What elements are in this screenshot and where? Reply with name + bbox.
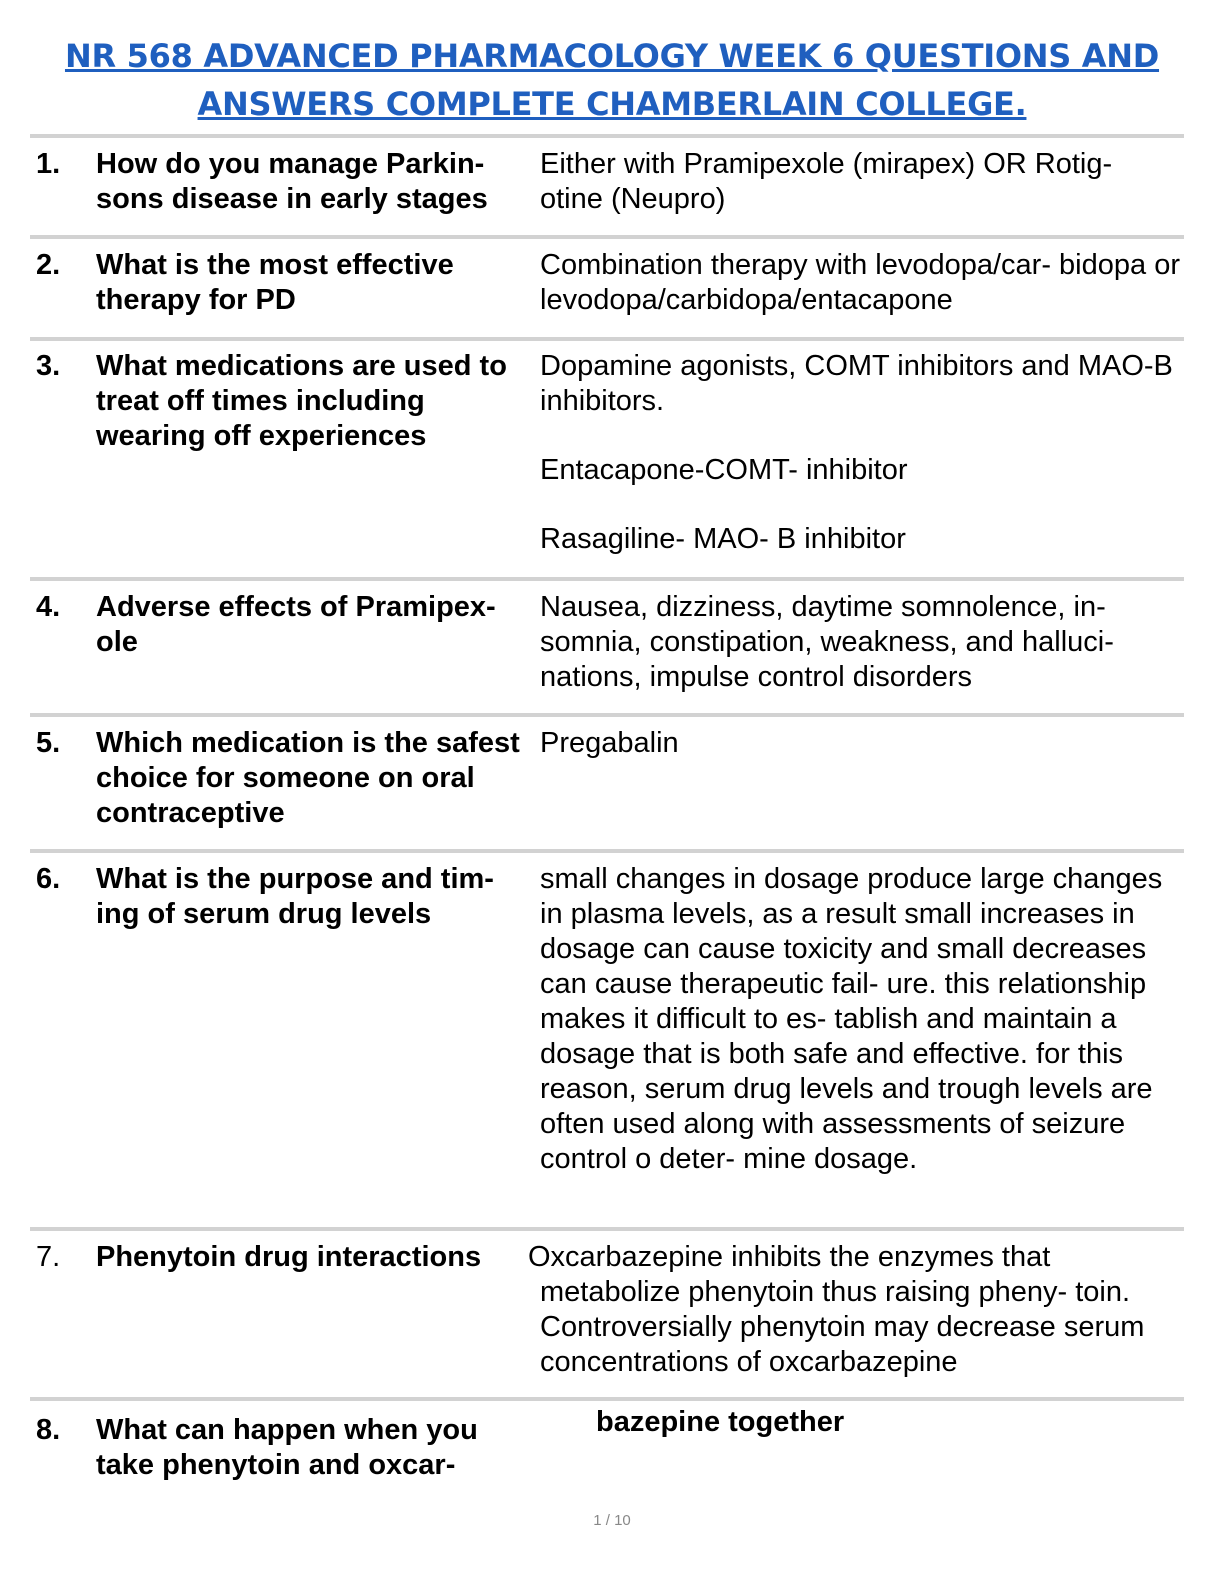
answer-first-line: Oxcarbazepine inhibits the enzymes that [528, 1241, 1051, 1273]
question-number: 1. [36, 148, 61, 180]
question-text: Phenytoin drug interactions [96, 1241, 482, 1273]
question-number: 6. [36, 863, 61, 895]
question-text: What can happen when you take phenytoin and oxcar- [96, 1414, 478, 1481]
answer-text: small changes in dosage produce large changes in plasma levels, as a result small increases in dosage can cause toxicity and small decreases can cause therapeutic fail- ure. this relationship makes it difficult to es- tablish and maintain a dosage that is both safe and effective. for this reason, serum drug levels and trough levels are often used along with assessments of seizure control o deter- mine dosage. [540, 863, 1163, 1175]
divider [30, 1397, 1184, 1401]
answer-continuation: metabolize phenytoin thus raising pheny- toin. Controversially phenytoin may decrease serum concentrations of oxcarbazepine [540, 1276, 1145, 1378]
question-number: 7. [36, 1241, 61, 1273]
title-line-1: NR 568 ADVANCED PHARMACOLOGY WEEK 6 QUESTIONS AND [64, 37, 1160, 75]
answer-text: Combination therapy with levodopa/car- bidopa or levodopa/carbidopa/entacapone [540, 249, 1180, 316]
question-text: What is the most effective therapy for PD [96, 249, 454, 316]
answer-paragraph: Dopamine agonists, COMT inhibitors and MAO-B inhibitors. [540, 350, 1173, 417]
divider [30, 577, 1184, 581]
page-indicator: 1 / 10 [593, 1512, 631, 1529]
divider [30, 134, 1184, 138]
divider [30, 235, 1184, 239]
divider [30, 713, 1184, 717]
question-text: What medications are used to treat off times including wearing off experiences [96, 350, 507, 452]
answer-paragraph: Rasagiline- MAO- B inhibitor [540, 523, 906, 555]
divider [30, 337, 1184, 341]
question-text: How do you manage Parkin- sons disease in early stages [96, 148, 488, 215]
question-continued-text: bazepine together [596, 1406, 845, 1438]
divider [30, 1227, 1184, 1231]
title-line-2: ANSWERS COMPLETE CHAMBERLAIN COLLEGE. [197, 85, 1027, 123]
document-title [40, 32, 1184, 128]
answer-text [540, 349, 1180, 557]
answer-text: Pregabalin [540, 727, 679, 759]
answer-text [528, 1240, 1188, 1380]
answer-paragraph: Entacapone-COMT- inhibitor [540, 454, 908, 486]
answer-text: Either with Pramipexole (mirapex) OR Rotig- otine (Neupro) [540, 148, 1113, 215]
question-text: Which medication is the safest choice for someone on oral contraceptive [96, 727, 520, 829]
question-text: What is the purpose and tim- ing of serum drug levels [96, 863, 494, 930]
question-number: 4. [36, 591, 61, 623]
divider [30, 849, 1184, 853]
question-number: 2. [36, 249, 61, 281]
question-number: 5. [36, 727, 61, 759]
question-number: 8. [36, 1414, 61, 1446]
question-number: 3. [36, 350, 61, 382]
answer-text: Nausea, dizziness, daytime somnolence, in- somnia, constipation, weakness, and halluci- nations, impulse control disorders [540, 591, 1114, 693]
question-text: Adverse effects of Pramipex- ole [96, 591, 496, 658]
